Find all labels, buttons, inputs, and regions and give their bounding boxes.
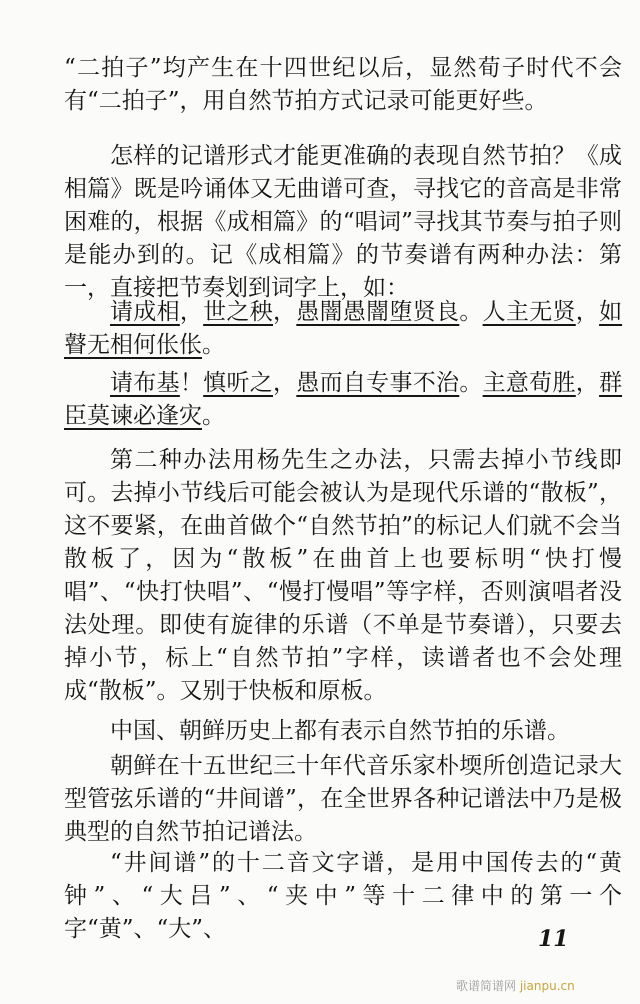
paragraph-8: “井间谱”的十二音文字谱，是用中国传去的“黄钟”、“大吕”、“夹中”等十二律中的第一个字“黄”、“大”、 [64,850,622,942]
lyric-phrase: 堕贤良 [389,299,460,325]
lyric-phrase: 愚而自专事不治 [296,370,460,396]
site-watermark [456,977,575,994]
lyric-phrase: 如瞽无相何伥伥 [64,299,623,358]
page-number: 11 [538,926,569,952]
paragraph-7: 朝鲜在十五世纪三十年代音乐家朴堧所创造记录大型管弦乐谱的“井间谱”，在全世界各种记谱法中乃是极典型的自然节拍记谱法。 [64,753,622,845]
paragraph-5: 第二种办法用杨先生之办法，只需去掉小节线即可。去掉小节线后可能会被认为是现代乐谱的“散板”，这不要紧，在曲首做个“自然节拍”的标记人们就不会当散板了，因为“散板”在曲首上也要标明“快打慢唱”、“快打快唱”、“慢打慢唱”等字样，否则演唱者没法处理。即使有旋律的乐谱（不单是节奏谱），只要去掉小节，标上“自然节拍”字样，读谱者也不会处理成“散板”。又别于快板和原板。 [64,447,622,704]
punctuation: ， [179,299,204,325]
watermark-site-name: 歌谱简谱网 [456,979,517,993]
punctuation: 。 [202,332,225,358]
paragraph-6: 中国、朝鲜历史上都有表示自然节拍的乐谱。 [110,718,570,744]
lyric-phrase: 慎听之 [203,370,274,396]
lyric-example-1 [64,296,622,362]
lyric-phrase: 愚闇愚闇 [296,299,390,325]
punctuation: ， [273,370,297,396]
lyric-phrase: 请布基 [110,370,180,396]
punctuation: ！ [179,370,204,396]
watermark-url: jianpu.cn [519,979,575,993]
lyric-phrase: 世之秧 [203,299,274,325]
punctuation: 。 [202,403,225,429]
punctuation: 。 [459,299,483,325]
lyric-example-2 [64,367,622,433]
paragraph-1: “二拍子”均产生在十四世纪以后，显然荀子时代不会有“二拍子”，用自然节拍方式记录可能更好些。 [64,55,622,114]
punctuation: 。 [459,370,483,396]
lyric-phrase: 请成相 [110,299,180,325]
punctuation: ， [575,299,600,325]
lyric-phrase: 主意荀胜 [482,370,576,396]
lyric-phrase: 人主无贤 [482,299,576,325]
lyric-phrase: 群臣莫谏必逢灾 [64,370,623,429]
paragraph-2: 怎样的记谱形式才能更准确的表现自然节拍？《成相篇》既是吟诵体又无曲谱可查，寻找它的音高是非常困难的，根据《成相篇》的“唱词”寻找其节奏与拍子则是能办到的。记《成相篇》的节奏谱有两种办法：第一，直接把节奏划到词字上，如： [64,143,622,301]
punctuation: ， [273,299,297,325]
punctuation: ， [575,370,600,396]
